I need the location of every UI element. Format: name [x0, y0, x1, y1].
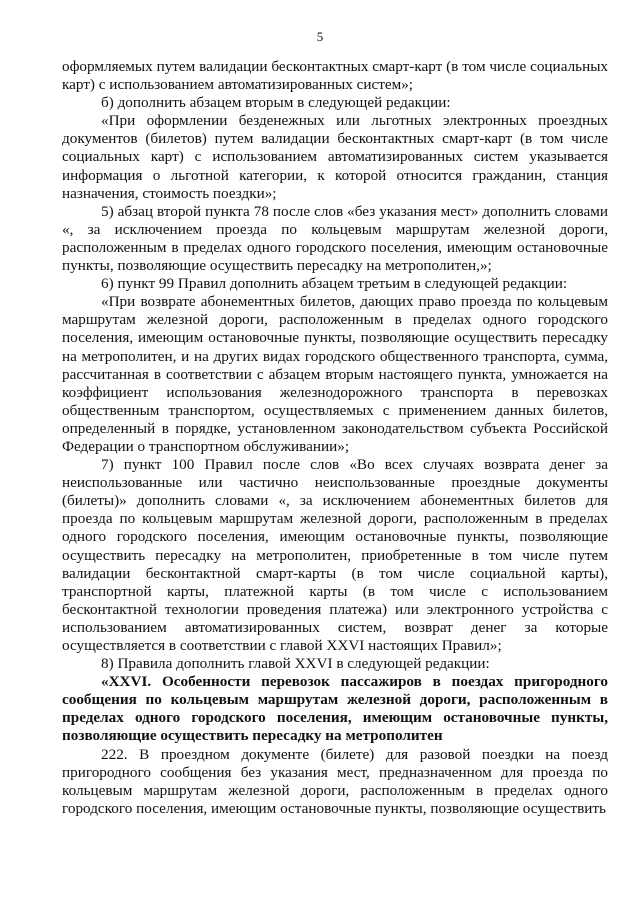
paragraph: 7) пункт 100 Правил после слов «Во всех случаях возврата денег за неиспользованные или частично неиспользованные проездные документы (билеты)» дополнить словами «, за исключением абонементных билетов для проезда по кольцевым маршрутам железной дороги, расположенным в пределах одного городского поселения, имеющим остановочные пункты, позволяющие осуществить пересадку на метрополитен, приобретенные в том числе путем валидации бесконтактной смарт-карты (в том числе социальной карты), транспортной карты, платежной карты (в том числе с использованием бесконтактной технологии проведения платежа) или электронного устройства с использованием автоматизированных систем, возврат денег за которые осуществляется в соответствии с главой XXVI настоящих Правил»; [62, 456, 608, 654]
document-body [62, 58, 608, 818]
paragraph: 222. В проездном документе (билете) для разовой поездки на поезд пригородного сообщения без указания мест, предназначенном для проезда по кольцевым маршрутам железной дороги, расположенным в пределах одного городского поселения, имеющим остановочные пункты, позволяющие осуществить [62, 745, 608, 817]
paragraph: «При возврате абонементных билетов, дающих право проезда по кольцевым маршрутам железной дороги, расположенным в пределах одного городского поселения, имеющим остановочные пункты, позволяющие осуществить пересадку на метрополитен, и на других видах городского общественного транспорта, сумма, рассчитанная в соответствии с абзацем вторым настоящего пункта, умножается на коэффициент использования железнодорожного транспорта в перевозках общественным транспортом, осуществляемых с применением данных билетов, определенный в порядке, установленном законодательством субъекта Российской Федерации о транспортном обслуживании»; [62, 293, 608, 455]
paragraph: 6) пункт 99 Правил дополнить абзацем третьим в следующей редакции: [101, 275, 568, 293]
chapter-heading: «XXVI. Особенности перевозок пассажиров в поездах пригородного сообщения по кольцевым маршрутам железной дороги, расположенным в пределах одного городского поселения, имеющим остановочные пункты, позволяющие осуществить пересадку на метрополитен [62, 673, 608, 745]
page-number: 5 [316, 29, 324, 44]
paragraph: оформляемых путем валидации бесконтактных смарт-карт (в том числе социальных карт) с использованием автоматизированных систем»; [62, 58, 608, 94]
paragraph: 5) абзац второй пункта 78 после слов «без указания мест» дополнить словами «, за исключением проезда по кольцевым маршрутам железной дороги, расположенным в пределах одного городского поселения, имеющим остановочные пункты, позволяющие осуществить пересадку на метрополитен,»; [62, 202, 608, 275]
paragraph: «При оформлении безденежных или льготных электронных проездных документов (билетов) путем валидации бесконтактных смарт-карт (в том числе социальных карт) с использованием автоматизированных систем указывается информация о льготной категории, к которой относится гражданин, станция назначения, стоимость поездки»; [62, 112, 608, 202]
paragraph: б) дополнить абзацем вторым в следующей редакции: [101, 94, 451, 112]
paragraph: 8) Правила дополнить главой XXVI в следующей редакции: [101, 655, 490, 673]
